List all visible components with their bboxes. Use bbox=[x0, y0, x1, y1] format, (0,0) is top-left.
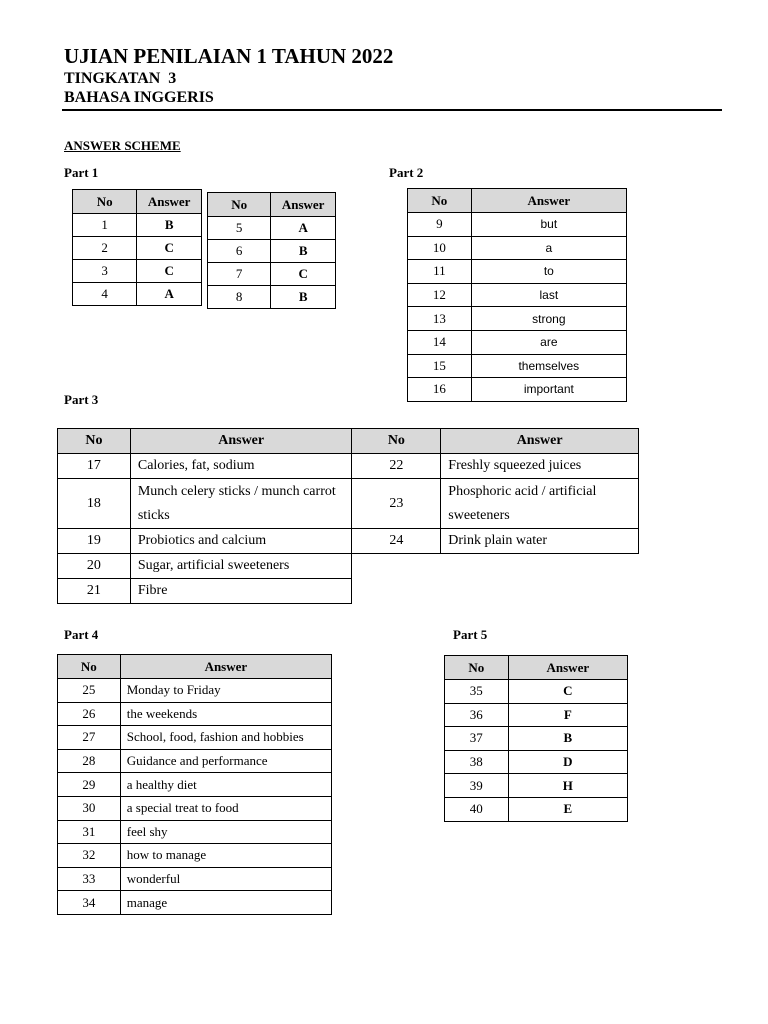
table-row bbox=[73, 214, 202, 237]
question-number: 28 bbox=[58, 749, 121, 773]
question-number: 13 bbox=[408, 307, 472, 331]
column-header-no: No bbox=[352, 429, 441, 454]
table-row bbox=[58, 554, 639, 579]
answer-cell: are bbox=[471, 330, 626, 354]
question-number: 24 bbox=[352, 529, 441, 554]
subject-name: BAHASA INGGERIS bbox=[64, 89, 214, 106]
question-number: 31 bbox=[58, 820, 121, 844]
question-number: 29 bbox=[58, 773, 121, 797]
column-header-answer: Answer bbox=[508, 656, 627, 680]
answer-cell: C bbox=[137, 237, 202, 260]
question-number: 5 bbox=[208, 217, 271, 240]
question-number: 3 bbox=[73, 260, 137, 283]
question-number: 23 bbox=[352, 479, 441, 529]
question-number: 1 bbox=[73, 214, 137, 237]
table-row bbox=[408, 307, 627, 331]
table-row bbox=[58, 529, 639, 554]
table-row bbox=[58, 844, 332, 868]
answer-cell: H bbox=[508, 774, 627, 798]
answer-cell: Phosphoric acid / artificial sweeteners bbox=[441, 479, 639, 529]
question-number: 34 bbox=[58, 891, 121, 915]
question-number: 11 bbox=[408, 260, 472, 284]
table-row bbox=[408, 236, 627, 260]
question-number: 9 bbox=[408, 213, 472, 237]
document-title: UJIAN PENILAIAN 1 TAHUN 2022 bbox=[64, 44, 394, 68]
answer-cell: how to manage bbox=[120, 844, 331, 868]
answer-cell: Freshly squeezed juices bbox=[441, 454, 639, 479]
table-row bbox=[208, 286, 336, 309]
column-header-no: No bbox=[445, 656, 509, 680]
answer-scheme-heading: ANSWER SCHEME bbox=[64, 138, 181, 153]
part2-table bbox=[407, 188, 627, 402]
question-number: 2 bbox=[73, 237, 137, 260]
column-header-no: No bbox=[58, 655, 121, 679]
answer-cell: B bbox=[137, 214, 202, 237]
question-number: 18 bbox=[58, 479, 131, 529]
question-number: 16 bbox=[408, 378, 472, 402]
part5-label: Part 5 bbox=[453, 627, 488, 642]
table-row bbox=[58, 891, 332, 915]
column-header-answer: Answer bbox=[137, 190, 202, 214]
table-row bbox=[408, 378, 627, 402]
table-row bbox=[408, 283, 627, 307]
question-number: 4 bbox=[73, 283, 137, 306]
answer-cell: Munch celery sticks / munch carrot sticks bbox=[130, 479, 352, 529]
question-number: 10 bbox=[408, 236, 472, 260]
empty-cell bbox=[352, 579, 441, 604]
part1-table-left bbox=[72, 189, 202, 306]
column-header-no: No bbox=[408, 189, 472, 213]
answer-cell: to bbox=[471, 260, 626, 284]
column-header-answer: Answer bbox=[441, 429, 639, 454]
column-header-answer: Answer bbox=[271, 193, 336, 217]
table-row bbox=[58, 579, 639, 604]
table-row bbox=[58, 702, 332, 726]
answer-cell: a bbox=[471, 236, 626, 260]
table-row bbox=[408, 260, 627, 284]
answer-cell: A bbox=[271, 217, 336, 240]
answer-cell: A bbox=[137, 283, 202, 306]
question-number: 8 bbox=[208, 286, 271, 309]
answer-cell: C bbox=[271, 263, 336, 286]
answer-cell: B bbox=[508, 727, 627, 751]
answer-cell: the weekends bbox=[120, 702, 331, 726]
column-header-no: No bbox=[58, 429, 131, 454]
part4-table bbox=[57, 654, 332, 915]
question-number: 37 bbox=[445, 727, 509, 751]
table-row bbox=[408, 354, 627, 378]
answer-cell: Fibre bbox=[130, 579, 352, 604]
answer-cell: important bbox=[471, 378, 626, 402]
answer-cell: manage bbox=[120, 891, 331, 915]
question-number: 7 bbox=[208, 263, 271, 286]
empty-cell bbox=[441, 579, 639, 604]
table-row bbox=[58, 726, 332, 750]
question-number: 32 bbox=[58, 844, 121, 868]
question-number: 20 bbox=[58, 554, 131, 579]
table-row bbox=[58, 479, 639, 529]
table-row bbox=[445, 703, 628, 727]
question-number: 19 bbox=[58, 529, 131, 554]
table-row bbox=[58, 820, 332, 844]
part1-table-right bbox=[207, 192, 336, 309]
part3-table bbox=[57, 428, 639, 604]
table-row bbox=[445, 750, 628, 774]
question-number: 27 bbox=[58, 726, 121, 750]
answer-cell: E bbox=[508, 797, 627, 821]
part3-label: Part 3 bbox=[64, 392, 99, 407]
question-number: 40 bbox=[445, 797, 509, 821]
question-number: 15 bbox=[408, 354, 472, 378]
answer-cell: D bbox=[508, 750, 627, 774]
answer-cell: last bbox=[471, 283, 626, 307]
part5-table bbox=[444, 655, 628, 822]
question-number: 35 bbox=[445, 680, 509, 704]
table-row bbox=[208, 217, 336, 240]
answer-cell: a special treat to food bbox=[120, 796, 331, 820]
question-number: 36 bbox=[445, 703, 509, 727]
table-row bbox=[208, 263, 336, 286]
column-header-answer: Answer bbox=[120, 655, 331, 679]
answer-cell: C bbox=[137, 260, 202, 283]
empty-cell bbox=[352, 554, 441, 579]
table-row bbox=[58, 773, 332, 797]
answer-cell: wonderful bbox=[120, 867, 331, 891]
table-row bbox=[58, 749, 332, 773]
form-level: TINGKATAN 3 bbox=[64, 70, 177, 87]
column-header-answer: Answer bbox=[471, 189, 626, 213]
column-header-no: No bbox=[73, 190, 137, 214]
answer-cell: themselves bbox=[471, 354, 626, 378]
question-number: 30 bbox=[58, 796, 121, 820]
answer-cell: a healthy diet bbox=[120, 773, 331, 797]
part4-label: Part 4 bbox=[64, 627, 99, 642]
table-row bbox=[445, 727, 628, 751]
answer-cell: Sugar, artificial sweeteners bbox=[130, 554, 352, 579]
question-number: 26 bbox=[58, 702, 121, 726]
part2-label: Part 2 bbox=[389, 165, 424, 180]
table-row bbox=[445, 774, 628, 798]
header-divider bbox=[62, 109, 722, 111]
table-row bbox=[58, 679, 332, 703]
question-number: 12 bbox=[408, 283, 472, 307]
answer-cell: feel shy bbox=[120, 820, 331, 844]
answer-cell: B bbox=[271, 286, 336, 309]
table-row bbox=[208, 240, 336, 263]
question-number: 38 bbox=[445, 750, 509, 774]
answer-cell: but bbox=[471, 213, 626, 237]
table-row bbox=[408, 213, 627, 237]
table-row bbox=[408, 330, 627, 354]
part1-label: Part 1 bbox=[64, 165, 99, 180]
answer-cell: strong bbox=[471, 307, 626, 331]
table-row bbox=[58, 796, 332, 820]
question-number: 21 bbox=[58, 579, 131, 604]
question-number: 14 bbox=[408, 330, 472, 354]
column-header-no: No bbox=[208, 193, 271, 217]
question-number: 22 bbox=[352, 454, 441, 479]
answer-cell: Monday to Friday bbox=[120, 679, 331, 703]
question-number: 39 bbox=[445, 774, 509, 798]
answer-cell: F bbox=[508, 703, 627, 727]
answer-cell: Drink plain water bbox=[441, 529, 639, 554]
answer-cell: Probiotics and calcium bbox=[130, 529, 352, 554]
answer-cell: School, food, fashion and hobbies bbox=[120, 726, 331, 750]
table-row bbox=[73, 237, 202, 260]
table-row bbox=[58, 867, 332, 891]
table-row bbox=[445, 797, 628, 821]
table-row bbox=[73, 283, 202, 306]
column-header-answer: Answer bbox=[130, 429, 352, 454]
table-row bbox=[445, 680, 628, 704]
empty-cell bbox=[441, 554, 639, 579]
question-number: 25 bbox=[58, 679, 121, 703]
table-row bbox=[58, 454, 639, 479]
answer-cell: C bbox=[508, 680, 627, 704]
answer-cell: Calories, fat, sodium bbox=[130, 454, 352, 479]
answer-cell: Guidance and performance bbox=[120, 749, 331, 773]
answer-cell: B bbox=[271, 240, 336, 263]
question-number: 33 bbox=[58, 867, 121, 891]
question-number: 17 bbox=[58, 454, 131, 479]
question-number: 6 bbox=[208, 240, 271, 263]
table-row bbox=[73, 260, 202, 283]
